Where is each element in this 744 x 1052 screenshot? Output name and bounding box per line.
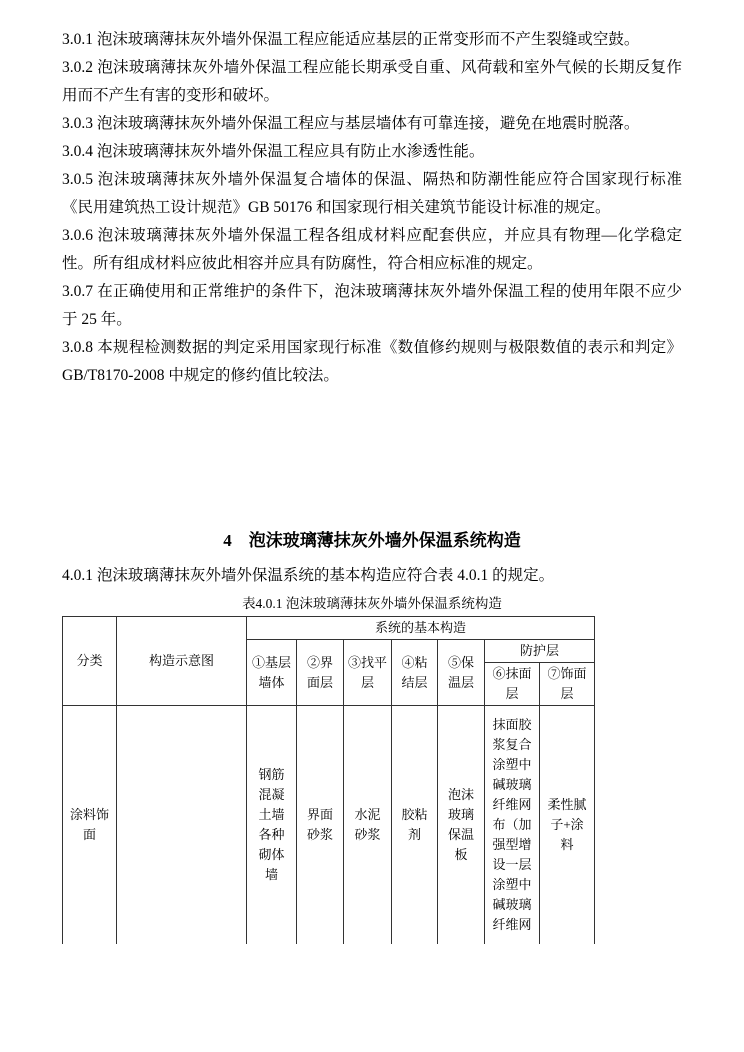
construction-diagram-cell (117, 706, 247, 944)
cell-leveling-layer: 水泥砂浆 (344, 706, 392, 944)
header-interface-layer: ②界面层 (297, 640, 344, 706)
header-category: 分类 (63, 617, 117, 706)
table-header-row-1 (63, 617, 595, 640)
cell-base-wall: 钢筋混凝土墙各种砌体墙 (247, 706, 297, 944)
clause-3-0-7: 3.0.7 在正确使用和正常维护的条件下，泡沫玻璃薄抹灰外墙外保温工程的使用年限不应少于 25 年。 (62, 283, 682, 328)
clause-3-0-4: 3.0.4 泡沫玻璃薄抹灰外墙外保温工程应具有防止水渗透性能。 (62, 143, 485, 160)
system-construction-table (62, 616, 595, 944)
clauses-block (62, 26, 682, 390)
cell-category: 涂料饰面 (63, 706, 117, 944)
header-plastering-layer: ⑥抹面层 (485, 663, 540, 706)
clause-3-0-6: 3.0.6 泡沫玻璃薄抹灰外墙外保温工程各组成材料应配套供应，并应具有物理—化学稳定性。所有组成材料应彼此相容并应具有防腐性，符合相应标准的规定。 (62, 227, 682, 272)
clause-3-0-3: 3.0.3 泡沫玻璃薄抹灰外墙外保温工程应与基层墙体有可靠连接，避免在地震时脱落。 (62, 115, 640, 132)
cell-bonding-layer: 胶粘剂 (392, 706, 438, 944)
header-system-group: 系统的基本构造 (247, 617, 595, 640)
header-insulation-layer: ⑤保温层 (438, 640, 485, 706)
cell-interface-layer: 界面砂浆 (297, 706, 344, 944)
cell-plastering-layer: 抹面胶浆复合涂塑中碱玻璃纤维网布（加强型增设一层涂塑中碱玻璃纤维网 (485, 706, 540, 944)
clause-4-0-1: 4.0.1 泡沫玻璃薄抹灰外墙外保温系统的基本构造应符合表 4.0.1 的规定。 (62, 567, 555, 584)
clause-3-0-8: 3.0.8 本规程检测数据的判定采用国家现行标准《数值修约规则与极限数值的表示和判定》GB/T8170-2008 中规定的修约值比较法。 (62, 339, 682, 384)
section-heading: 4 泡沫玻璃薄抹灰外墙外保温系统构造 (223, 531, 521, 550)
header-leveling-layer: ③找平层 (344, 640, 392, 706)
header-protective-group: 防护层 (485, 640, 595, 663)
clause-3-0-2: 3.0.2 泡沫玻璃薄抹灰外墙外保温工程应能长期承受自重、风荷载和室外气候的长期反复作用而不产生有害的变形和破坏。 (62, 59, 682, 104)
clause-3-0-1: 3.0.1 泡沫玻璃薄抹灰外墙外保温工程应能适应基层的正常变形而不产生裂缝或空鼓。 (62, 31, 640, 48)
header-diagram: 构造示意图 (117, 617, 247, 706)
header-base-wall: ①基层墙体 (247, 640, 297, 706)
clause-3-0-5: 3.0.5 泡沫玻璃薄抹灰外墙外保温复合墙体的保温、隔热和防潮性能应符合国家现行标准《民用建筑热工设计规范》GB 50176 和国家现行相关建筑节能设计标准的规定。 (62, 171, 682, 216)
header-bonding-layer: ④粘结层 (392, 640, 438, 706)
cell-finish-layer: 柔性腻子+涂料 (540, 706, 595, 944)
table-row (63, 706, 595, 944)
table-caption: 表4.0.1 泡沫玻璃薄抹灰外墙外保温系统构造 (242, 596, 502, 611)
header-finish-layer: ⑦饰面层 (540, 663, 595, 706)
cell-insulation-layer: 泡沫玻璃保温板 (438, 706, 485, 944)
